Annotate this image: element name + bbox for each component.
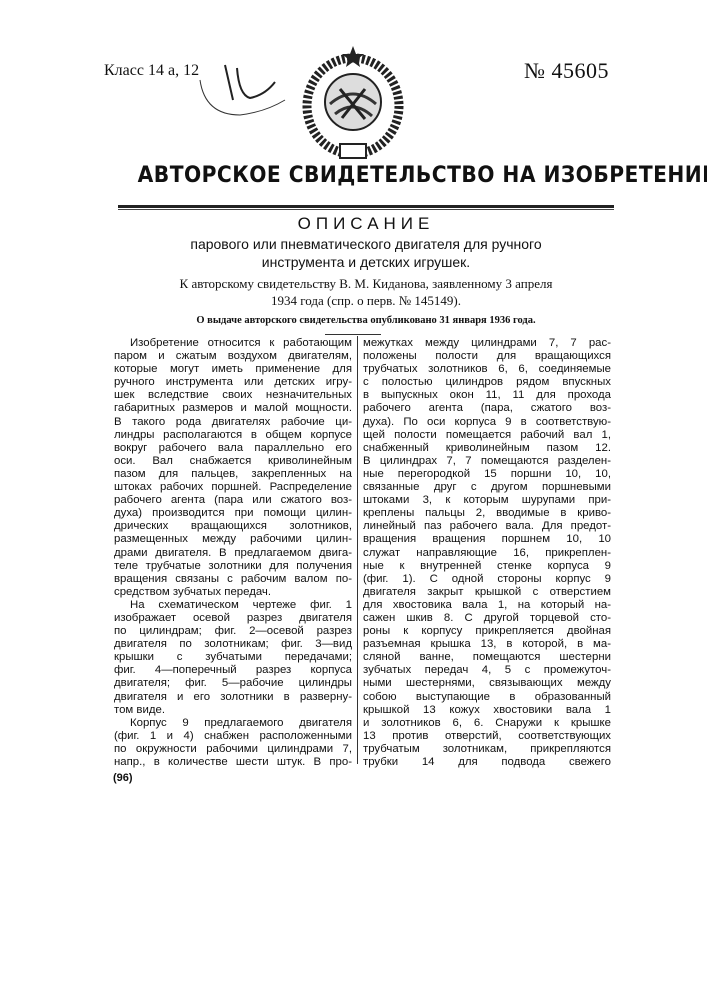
text-line: том виде. [114,704,352,717]
description-heading: ОПИСАНИЕ [118,214,614,234]
text-line: собою выступающие в образованный [363,691,611,704]
text-line: Изобретение относится к работающим [114,337,352,350]
text-line: ными шестернями, связывающих между [363,677,611,690]
text-line: снабженный криволинейным пазом 12. [363,442,611,455]
text-line: вращения вращения поршнем 10, 10 [363,533,611,546]
text-line: трубчатых золотников 6, 6, соединяемые [363,363,611,376]
text-line: линейный паз рабочего вала. Для предот- [363,520,611,533]
state-emblem-icon [300,44,406,166]
text-line: крышки с зубчатыми передачами; [114,651,352,664]
text-line: зубчатых передач 4, 5 с промежуточ- [363,664,611,677]
text-line: фиг. 4—поперечный разрез корпуса [114,664,352,677]
text-line: вращения связаны с рабочим валом по- [114,573,352,586]
text-line: паром и сжатым воздухом двигателям, [114,350,352,363]
text-line: двигателя; фиг. 5—рабочие цилиндры [114,677,352,690]
right-column [363,337,611,769]
text-line: ные к внутренней стенке корпуса 9 [363,560,611,573]
text-line: Корпус 9 предлагаемого двигателя [114,717,352,730]
text-line: крышкой 13 кожух хвостовики вала 1 [363,704,611,717]
certificate-line: К авторскому свидетельству В. М. Киданова, заявленному 3 апреля [118,276,614,292]
text-line: для хвостовика вала 1, на который на- [363,599,611,612]
text-line: рабочего агента (пара или сжатого воз- [114,494,352,507]
publication-note: О выдаче авторского свидетельства опубликовано 31 января 1936 года. [118,315,614,326]
title-rule-thin [118,209,614,210]
text-line: и золотников 6, 6. Снаружи к крышке [363,717,611,730]
handwritten-mark [195,60,295,120]
separator [325,334,381,335]
text-line: по окружности рабочими цилиндрами 7, [114,743,352,756]
text-line: дрических вращающихся золотников, [114,520,352,533]
text-line: ручного инструмента или детских игру- [114,376,352,389]
text-line: по цилиндрам; фиг. 2—осевой разрез [114,625,352,638]
text-line: оси. Вал снабжается криволинейным [114,455,352,468]
text-line: служат направляющие 16, прикреплен- [363,547,611,560]
text-line: На схематическом чертеже фиг. 1 [114,599,352,612]
certificate-line: 1934 года (спр. о перв. № 145149). [118,293,614,309]
text-line: двигателя и его золотники в разверну- [114,691,352,704]
text-line: штоках рабочих поршней. Распределение [114,481,352,494]
text-line: щей полости помещается рабочий вал 1, [363,429,611,442]
text-line: духа) производится при помощи цилин- [114,507,352,520]
text-line: разъемная крышка 13, в которой, в ма- [363,638,611,651]
text-line: (фиг. 1 и 4) снабжен расположенными [114,730,352,743]
subtitle-line: парового или пневматического двигателя для ручного [118,236,614,252]
text-line: трубки 14 для подвода свежего [363,756,611,769]
text-line: штоками 3, к которым шурупами при- [363,494,611,507]
text-line: вокруг рабочего вала параллельно его [114,442,352,455]
text-line: размещенных между рабочими цилин- [114,533,352,546]
text-line: роны к корпусу прикрепляется двойная [363,625,611,638]
text-line: В такого рода двигателях рабочие ци- [114,416,352,429]
text-line: с полостью цилиндров рядом впускных [363,376,611,389]
text-line: габаритных размеров и малой мощности. [114,402,352,415]
text-line: 13 против отверстий, соответствующих [363,730,611,743]
text-line: (фиг. 1). С одной стороны корпус 9 [363,573,611,586]
text-line: изображает осевой разрез двигателя [114,612,352,625]
text-line: сляной ванне, помещаются шестерни [363,651,611,664]
page-code: (96) [113,772,133,784]
text-line: шек вследствие своих незначительных [114,389,352,402]
text-line: которые могут иметь применение для [114,363,352,376]
text-line: положены полости для вращающихся [363,350,611,363]
subtitle-line: инструмента и детских игрушек. [118,254,614,270]
patent-number: № 45605 [524,58,609,84]
text-line: линдры располагаются в общем корпусе [114,429,352,442]
title-rule [118,205,614,208]
text-line: ные перегородкой 15 поршни 10, 10, [363,468,611,481]
text-line: напр., в количестве шести штук. В про- [114,756,352,769]
text-line: духа). По оси корпуса 9 в соответствую- [363,416,611,429]
text-line: двигателя закрыт крышкой с отверстием [363,586,611,599]
text-line: теле трубчатые золотники для получения [114,560,352,573]
text-line: двигателя по золотникам; фиг. 3—вид [114,638,352,651]
text-line: пазом для пальцев, закрепленных на [114,468,352,481]
text-line: трубчатым золотникам, прикрепляются [363,743,611,756]
text-line: связанные друг с другом поршневыми [363,481,611,494]
text-line: в выпускных окон 11, 11 для прохода [363,389,611,402]
text-line: креплены пальцы 2, вводимые в криво- [363,507,611,520]
text-line: драми двигателя. В предлагаемом двига- [114,547,352,560]
left-column [114,337,352,769]
text-line: межутках между цилиндрами 7, 7 рас- [363,337,611,350]
document-title: АВТОРСКОЕ СВИДЕТЕЛЬСТВО НА ИЗОБРЕТЕНИЕ [138,163,591,188]
text-line: сажен шкив 8. С другой торцевой сто- [363,612,611,625]
text-line: рабочего агента (пара, сжатого воз- [363,402,611,415]
text-line: средством зубчатых передач. [114,586,352,599]
column-divider [357,336,358,764]
class-label: Класс 14 а, 12 [104,62,199,80]
text-line: В цилиндрах 7, 7 помещаются разделен- [363,455,611,468]
